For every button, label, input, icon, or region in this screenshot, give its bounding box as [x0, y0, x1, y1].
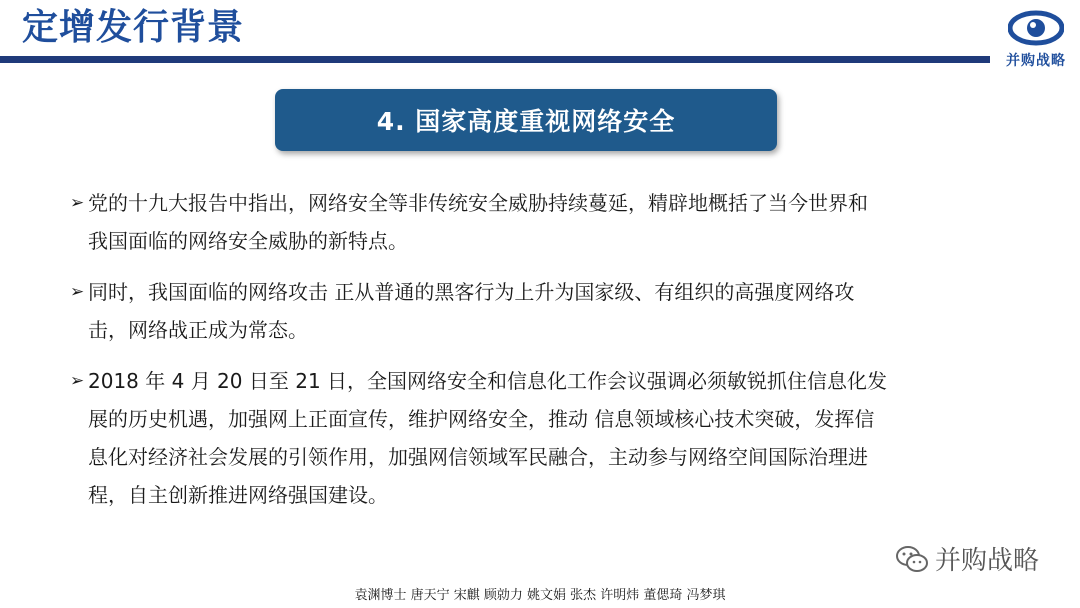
- arrow-bullet-icon: ➢: [70, 371, 85, 391]
- bullet-item: [70, 273, 1000, 349]
- bullet-line: 程，自主创新推进网络强国建设。: [88, 483, 388, 507]
- bullet-line: 同时，我国面临的网络攻击 正从普通的黑客行为上升为国家级、有组织的高强度网络攻: [88, 280, 855, 304]
- bullet-item: [70, 362, 1000, 514]
- bullet-line: 展的历史机遇，加强网上正面宣传，维护网络安全，推动 信息领域核心技术突破，发挥信: [88, 407, 875, 431]
- page-title: 定增发行背景: [22, 7, 245, 48]
- bullet-line: 息化对经济社会发展的引领作用，加强网信领域军民融合，主动参与网络空间国际治理进: [88, 445, 868, 469]
- bullet-item: [70, 184, 1000, 260]
- arrow-bullet-icon: ➢: [70, 282, 85, 302]
- title-divider: [0, 56, 990, 63]
- eye-icon: [1008, 8, 1064, 48]
- bullet-list: [70, 184, 1000, 527]
- footer-authors: 袁渊博士 唐天宁 宋麒 顾勍力 姚文娟 张杰 许明炜 董偲琦 冯梦琪: [354, 588, 726, 603]
- bullet-line: 2018 年 4 月 20 日至 21 日，全国网络安全和信息化工作会议强调必须敏锐抓住信息化发: [88, 369, 888, 393]
- brand-logo: [996, 8, 1076, 74]
- bullet-line: 击，网络战正成为常态。: [88, 318, 308, 342]
- logo-label: 并购战略: [1006, 53, 1066, 69]
- wechat-watermark: [895, 540, 1039, 577]
- bullet-line: 我国面临的网络安全威胁的新特点。: [88, 229, 408, 253]
- watermark-label: 并购战略: [935, 546, 1040, 576]
- bullet-line: 党的十九大报告中指出，网络安全等非传统安全威胁持续蔓延，精辟地概括了当今世界和: [88, 191, 868, 215]
- section-heading: [275, 89, 777, 151]
- wechat-icon: [895, 544, 929, 574]
- arrow-bullet-icon: ➢: [70, 193, 85, 213]
- section-title: 4. 国家高度重视网络安全: [376, 107, 676, 136]
